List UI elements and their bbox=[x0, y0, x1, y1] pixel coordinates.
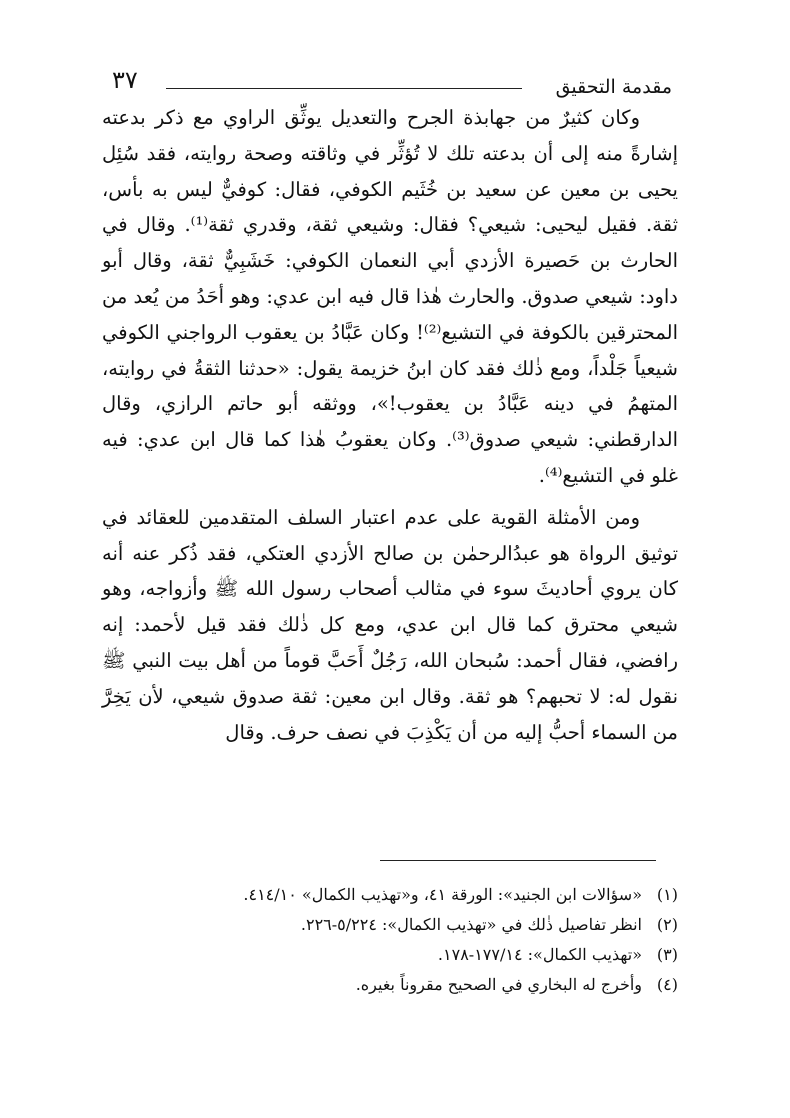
footnote-text: انظر تفاصيل ذٰلك في «تهذيب الكمال»: ٥/٢٢٤-٢٢٦. bbox=[300, 915, 642, 934]
footnote bbox=[150, 970, 678, 1000]
main-text bbox=[102, 100, 678, 750]
footnote-text: «سؤالات ابن الجنيد»: الورقة ٤١، و«تهذيب الكمال» ٤١٤/١٠. bbox=[243, 885, 642, 904]
footnote-separator bbox=[380, 860, 656, 861]
paragraph: وكان كثيرٌ من جهابذة الجرح والتعديل يوثِّق الراوي مع ذكر بدعته إشارةً منه إلى أن بدعته تلك لا تُؤثِّر في وثاقته وصحة روايته، فقد سُئِل يحيى بن معين عن سعيد بن خُثَيم الكوفي، فقال: كوفيٌّ ليس به بأس، ثقة. فقيل ليحيى: شيعي؟ فقال: وشيعي ثقة، وقدري ثقة⁽¹⁾. وقال في الحارث بن حَصيرة الأزدي أبي النعمان الكوفي: خَشَبِيٌّ ثقة، وقال أبو داود: شيعي صدوق. والحارث هٰذا قال فيه ابن عدي: وهو أحَدُ من يُعد من المحترقين بالكوفة في التشيع⁽²⁾! وكان عَبَّادُ بن يعقوب الرواجني الكوفي شيعياً جَلْداً، ومع ذٰلك فقد كان ابنُ خزيمة يقول: «حدثنا الثقةُ في روايته، المتهمُ في دينه عَبَّادُ بن يعقوب!»، ووثقه أبو حاتم الرازي، وقال الدارقطني: شيعي صدوق⁽³⁾. وكان يعقوبُ هٰذا كما قال ابن عدي: فيه غلو في التشيع⁽⁴⁾. bbox=[102, 106, 679, 487]
footnote-text: «تهذيب الكمال»: ١٧٧/١٤-١٧٨. bbox=[437, 945, 642, 964]
footnote-number: (٢) bbox=[656, 915, 678, 934]
footnote bbox=[150, 940, 678, 970]
footnote bbox=[150, 910, 678, 940]
footnote-text: وأخرج له البخاري في الصحيح مقروناً بغيره. bbox=[355, 975, 642, 994]
footnotes bbox=[150, 880, 678, 1000]
header-rule bbox=[166, 88, 522, 89]
footnote bbox=[150, 880, 678, 910]
page-number: ٣٧ bbox=[112, 66, 138, 94]
footnote-number: (١) bbox=[656, 885, 678, 904]
running-header bbox=[112, 60, 672, 100]
paragraph: ومن الأمثلة القوية على عدم اعتبار السلف المتقدمين للعقائد في توثيق الرواة هو عبدُالرحمٰن بن صالح الأزدي العتكي، فقد ذُكر عنه أنه كان يروي أحاديثَ سوء في مثالب أصحاب رسول الله ﷺ وأزواجه، وهو شيعي محترق كما قال ابن عدي، ومع كل ذٰلك فقد قيل لأحمد: إنه رافضي، فقال أحمد: سُبحان الله، رَجُلٌ أَحَبَّ قوماً من أهل بيت النبي ﷺ نقول له: لا تحبهم؟ هو ثقة. وقال ابن معين: ثقة صدوق شيعي، لأن يَخِرَّ من السماء أحبُّ إليه من أن يَكْذِبَ في نصف حرف. وقال bbox=[102, 505, 678, 744]
running-title: مقدمة التحقيق bbox=[555, 76, 672, 98]
footnote-number: (٤) bbox=[656, 975, 678, 994]
footnote-number: (٣) bbox=[656, 945, 678, 964]
